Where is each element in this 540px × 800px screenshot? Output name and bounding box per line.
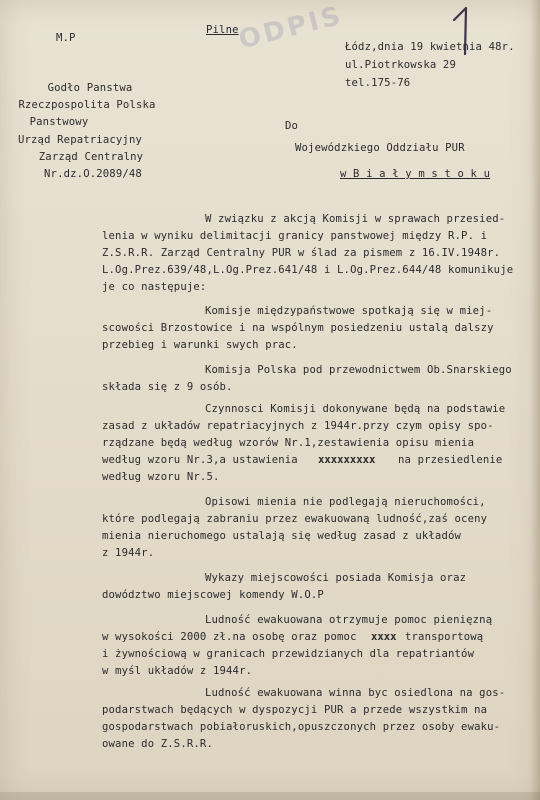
place-date: Łódz,dnia 19 kwietnia 48r.	[345, 41, 515, 53]
sender-line: Godło Panstwa	[47, 82, 133, 94]
body-line: rządzane będą według wzorów Nr.1,zestawienia opisu mienia	[102, 437, 475, 449]
body-line: owane do Z.S.R.R.	[102, 738, 213, 750]
sender-line: Rzeczpospolita Polska	[18, 99, 156, 112]
sender-line: Panstwowy	[29, 116, 89, 129]
struck-out-word: xxxx	[371, 631, 397, 643]
mp-mark: M.P	[56, 32, 76, 44]
body-line: które podlegają zabraniu przez ewakuowaną ludność,zaś oceny	[102, 513, 488, 525]
street-address: ul.Piotrkowska 29	[345, 59, 456, 71]
body-line: lenia w wyniku delimitacji granicy panstwowej między R.P. i	[102, 230, 488, 242]
body-line: Czynnosci Komisji dokonywane będą na podstawie	[205, 403, 506, 415]
body-line: Ludność ewakuowana otrzymuje pomoc pienięzną	[205, 614, 493, 626]
body-line: gospodarstwach pobiałoruskich,opuszczonych przez osoby ewaku-	[102, 721, 501, 733]
body-line: z 1944r.	[102, 547, 155, 559]
body-line: transportową	[405, 631, 484, 643]
body-line: Komisja Polska pod przewodnictwem Ob.Snarskiego	[205, 364, 512, 376]
body-line: scowości Brzostowice i na wspólnym posiedzeniu ustalą dalszy	[102, 322, 494, 334]
reference-number: Nr.dz.O.2089/48	[44, 168, 142, 181]
body-line: L.Og.Prez.639/48,L.Og.Prez.641/48 i L.Og.Prez.644/48 komunikuje	[102, 264, 514, 276]
body-line: przebieg i warunki swych prac.	[102, 339, 298, 351]
sender-line: Zarząd Centralny	[38, 150, 144, 163]
body-line: Ludność ewakuowana winna byc osiedlona na gos-	[205, 687, 506, 699]
body-line: Komisje międzypaństwowe spotkają się w miej-	[205, 305, 493, 317]
body-line: je co następuje:	[102, 281, 207, 293]
sender-line: Urząd Repatriacyjny	[17, 133, 143, 146]
body-line: składa się z 9 osób.	[102, 381, 233, 393]
odpis-stamp: ODPIS	[235, 0, 347, 56]
body-line: Wykazy miejscowości posiada Komisja oraz	[205, 572, 467, 584]
urgent-label: Pilne	[206, 24, 239, 36]
paper-edge-shadow	[530, 0, 540, 800]
body-line: na przesiedlenie	[398, 454, 503, 466]
body-line: w myśl układów z 1944r.	[102, 665, 253, 677]
recipient-office: Wojewódzkiego Oddziału PUR	[295, 142, 465, 154]
page-bottom-edge	[0, 792, 540, 800]
body-line: w wysokości 2000 zł.na osobę oraz pomoc	[102, 631, 357, 643]
body-line: W związku z akcją Komisji w sprawach przesied-	[205, 213, 506, 225]
body-line: według wzoru Nr.3,a ustawienia	[102, 454, 298, 466]
body-line: mienia nieruchomego ustalają się według zasad z układów	[102, 530, 462, 542]
sender-block	[0, 80, 174, 183]
recipient-to: Do	[285, 120, 299, 132]
body-line: podarstwach będących w dyspozycji PUR a przede wszystkim na	[102, 704, 488, 716]
body-line: zasad z układów repatriacyjnych z 1944r.przy czym opisy spo-	[102, 420, 494, 432]
body-line: Opisowi mienia nie podlegają nieruchomości,	[205, 496, 486, 508]
body-line: według wzoru Nr.5.	[102, 471, 220, 483]
phone-number: tel.175-76	[345, 77, 411, 89]
recipient-city: w B i a ł y m s t o k u	[340, 168, 491, 180]
body-line: Z.S.R.R. Zarząd Centralny PUR w ślad za pismem z 16.IV.1948r.	[102, 247, 501, 259]
body-line: dowództwo miejscowej komendy W.O.P	[102, 589, 324, 601]
struck-out-word: xxxxxxxxx	[318, 454, 376, 466]
body-line: i żywnościową w granicach przewidzianych dla repatriantów	[102, 648, 475, 660]
